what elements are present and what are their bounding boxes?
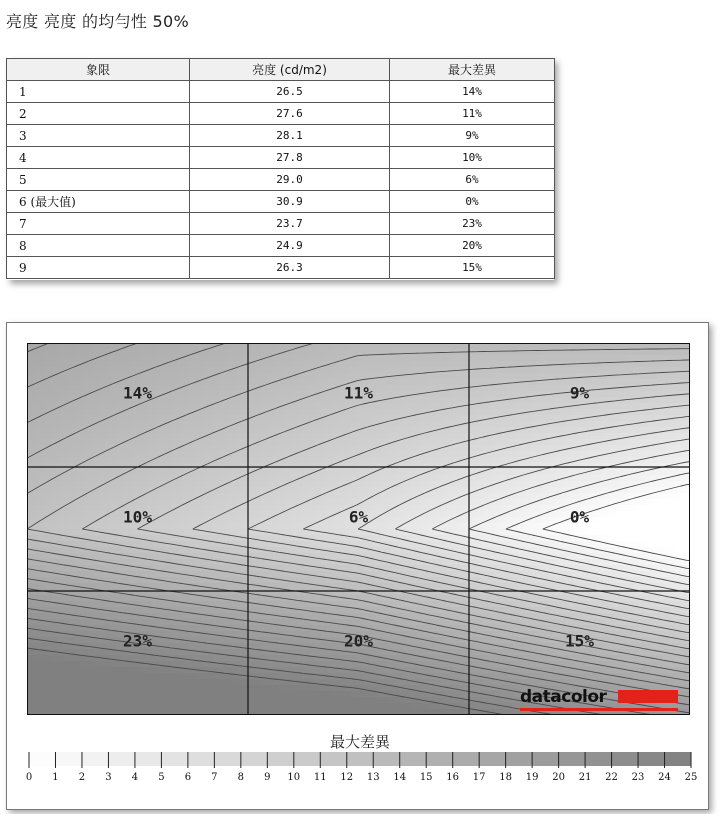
header-quadrant: 象限 bbox=[7, 59, 190, 81]
legend-swatch bbox=[347, 752, 374, 766]
legend-swatch bbox=[373, 752, 400, 766]
table-cell-max-diff: 9% bbox=[390, 125, 555, 147]
table-row bbox=[7, 147, 555, 169]
table-cell-max-diff: 23% bbox=[390, 213, 555, 235]
table-row bbox=[7, 81, 555, 103]
table-cell-quadrant: 8 bbox=[7, 235, 190, 257]
legend-swatch bbox=[214, 752, 241, 766]
legend-tick-label: 6 bbox=[184, 772, 192, 783]
legend-tick-label: 9 bbox=[264, 772, 271, 783]
legend-tick-label: 23 bbox=[631, 772, 645, 783]
table-row bbox=[7, 169, 555, 191]
datacolor-logo-bar bbox=[618, 690, 678, 703]
heatmap-cell-label: 23% bbox=[123, 631, 152, 651]
legend-swatch bbox=[294, 752, 321, 766]
table-row bbox=[7, 235, 555, 257]
table-row bbox=[7, 257, 555, 279]
legend-tick-label: 21 bbox=[578, 772, 592, 783]
table-cell-quadrant: 6 (最大值) bbox=[7, 191, 190, 213]
table-cell-max-diff: 10% bbox=[390, 147, 555, 169]
table-cell-max-diff: 11% bbox=[390, 103, 555, 125]
table-cell-quadrant: 3 bbox=[7, 125, 190, 147]
legend-swatch bbox=[29, 752, 56, 766]
heatmap-cell-label: 14% bbox=[123, 383, 152, 403]
heatmap-cell-label: 20% bbox=[344, 631, 373, 651]
legend-tick-label: 16 bbox=[446, 772, 460, 783]
legend-swatch bbox=[108, 752, 135, 766]
datacolor-logo-underline bbox=[520, 708, 678, 711]
table-row bbox=[7, 125, 555, 147]
legend-swatch bbox=[559, 752, 586, 766]
legend-tick-label: 8 bbox=[237, 772, 245, 783]
legend-swatch bbox=[241, 752, 268, 766]
legend-swatch bbox=[82, 752, 109, 766]
table-cell-luminance: 26.5 bbox=[190, 81, 390, 103]
heatmap-cell-label: 11% bbox=[344, 383, 373, 403]
legend-swatch bbox=[161, 752, 188, 766]
legend-swatch bbox=[453, 752, 480, 766]
legend-tick-label: 13 bbox=[366, 772, 380, 783]
table-cell-luminance: 26.3 bbox=[190, 257, 390, 279]
legend-tick-label: 24 bbox=[658, 772, 671, 783]
table-cell-quadrant: 2 bbox=[7, 103, 190, 125]
legend-tick-label: 5 bbox=[158, 772, 165, 783]
legend-swatch bbox=[188, 752, 215, 766]
legend-swatch bbox=[320, 752, 347, 766]
legend-swatch bbox=[506, 752, 533, 766]
legend-tick-label: 17 bbox=[472, 772, 486, 783]
datacolor-logo: datacolor bbox=[520, 687, 607, 707]
table-cell-quadrant: 7 bbox=[7, 213, 190, 235]
table-cell-luminance: 27.6 bbox=[190, 103, 390, 125]
table-cell-max-diff: 0% bbox=[390, 191, 555, 213]
legend-swatch bbox=[55, 752, 82, 766]
table-cell-luminance: 24.9 bbox=[190, 235, 390, 257]
legend-swatch bbox=[665, 752, 692, 766]
legend-tick-label: 1 bbox=[52, 772, 59, 783]
table-cell-quadrant: 5 bbox=[7, 169, 190, 191]
heatmap-cell-label: 9% bbox=[569, 383, 590, 403]
table-cell-luminance: 27.8 bbox=[190, 147, 390, 169]
page-title: 亮度 亮度 的均勻性 50% bbox=[6, 12, 190, 31]
legend-swatch bbox=[267, 752, 294, 766]
heatmap-cell-label: 15% bbox=[565, 631, 594, 651]
table-cell-quadrant: 1 bbox=[7, 81, 190, 103]
header-luminance: 亮度 (cd/m2) bbox=[190, 59, 390, 81]
legend-swatch bbox=[532, 752, 559, 766]
table-cell-quadrant: 4 bbox=[7, 147, 190, 169]
color-legend bbox=[28, 752, 692, 774]
heatmap-cell-label: 10% bbox=[123, 507, 152, 527]
table-row bbox=[7, 213, 555, 235]
table-row bbox=[7, 191, 555, 213]
legend-swatch bbox=[479, 752, 506, 766]
table-cell-luminance: 29.0 bbox=[190, 169, 390, 191]
table-cell-luminance: 30.9 bbox=[190, 191, 390, 213]
table-row bbox=[7, 103, 555, 125]
table-header-row bbox=[7, 59, 555, 81]
legend-swatch bbox=[638, 752, 665, 766]
heatmap-cell-label: 0% bbox=[569, 507, 590, 527]
legend-swatch bbox=[135, 752, 162, 766]
legend-tick-label: 18 bbox=[499, 772, 512, 783]
legend-tick-label: 4 bbox=[131, 772, 139, 783]
legend-swatch bbox=[585, 752, 612, 766]
table-cell-max-diff: 20% bbox=[390, 235, 555, 257]
legend-tick-label: 20 bbox=[552, 772, 565, 783]
uniformity-table bbox=[6, 58, 554, 280]
legend-tick-label: 3 bbox=[105, 772, 112, 783]
legend-tick-label: 19 bbox=[525, 772, 539, 783]
legend-swatch bbox=[426, 752, 453, 766]
heatmap-cell-label: 6% bbox=[348, 507, 369, 527]
table-cell-max-diff: 6% bbox=[390, 169, 555, 191]
legend-tick-label: 0 bbox=[25, 772, 33, 783]
legend-tick-label: 10 bbox=[287, 772, 301, 783]
table-cell-max-diff: 14% bbox=[390, 81, 555, 103]
legend-swatch bbox=[612, 752, 639, 766]
table-cell-luminance: 23.7 bbox=[190, 213, 390, 235]
legend-tick-label: 12 bbox=[340, 772, 354, 783]
legend-tick-label: 11 bbox=[313, 772, 327, 783]
table-cell-luminance: 28.1 bbox=[190, 125, 390, 147]
legend-tick-label: 25 bbox=[684, 772, 698, 783]
legend-tick-label: 15 bbox=[419, 772, 433, 783]
legend-title: 最大差異 bbox=[329, 733, 390, 751]
legend-swatch bbox=[400, 752, 427, 766]
legend-tick-label: 14 bbox=[393, 772, 407, 783]
legend-tick-label: 7 bbox=[211, 772, 218, 783]
legend-tick-label: 22 bbox=[605, 772, 618, 783]
table-cell-max-diff: 15% bbox=[390, 257, 555, 279]
header-max-diff: 最大差異 bbox=[390, 59, 555, 81]
legend-tick-label: 2 bbox=[78, 772, 86, 783]
table-cell-quadrant: 9 bbox=[7, 257, 190, 279]
